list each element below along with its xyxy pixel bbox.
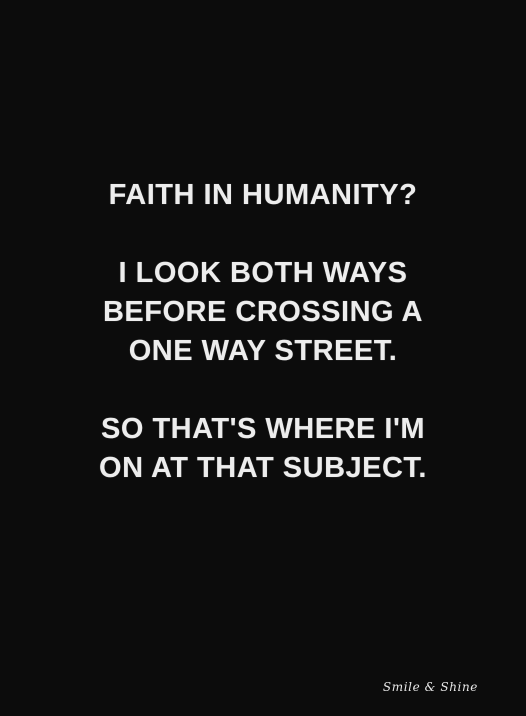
quote-line-look-both-ways: I LOOK BOTH WAYS <box>118 257 408 289</box>
quote-line-question: FAITH IN HUMANITY? <box>108 179 418 211</box>
quote-line-one-way-street: ONE WAY STREET. <box>128 335 398 367</box>
quote-line-thats-where: SO THAT'S WHERE I'M <box>100 413 426 445</box>
paragraph-gap <box>0 371 526 410</box>
brand-signature: Smile & Shine <box>382 680 478 694</box>
quote-line-that-subject: ON AT THAT SUBJECT. <box>99 452 427 484</box>
quote-text-block <box>0 176 526 488</box>
paragraph-gap <box>0 215 526 254</box>
quote-line-before-crossing: BEFORE CROSSING A <box>102 296 423 328</box>
